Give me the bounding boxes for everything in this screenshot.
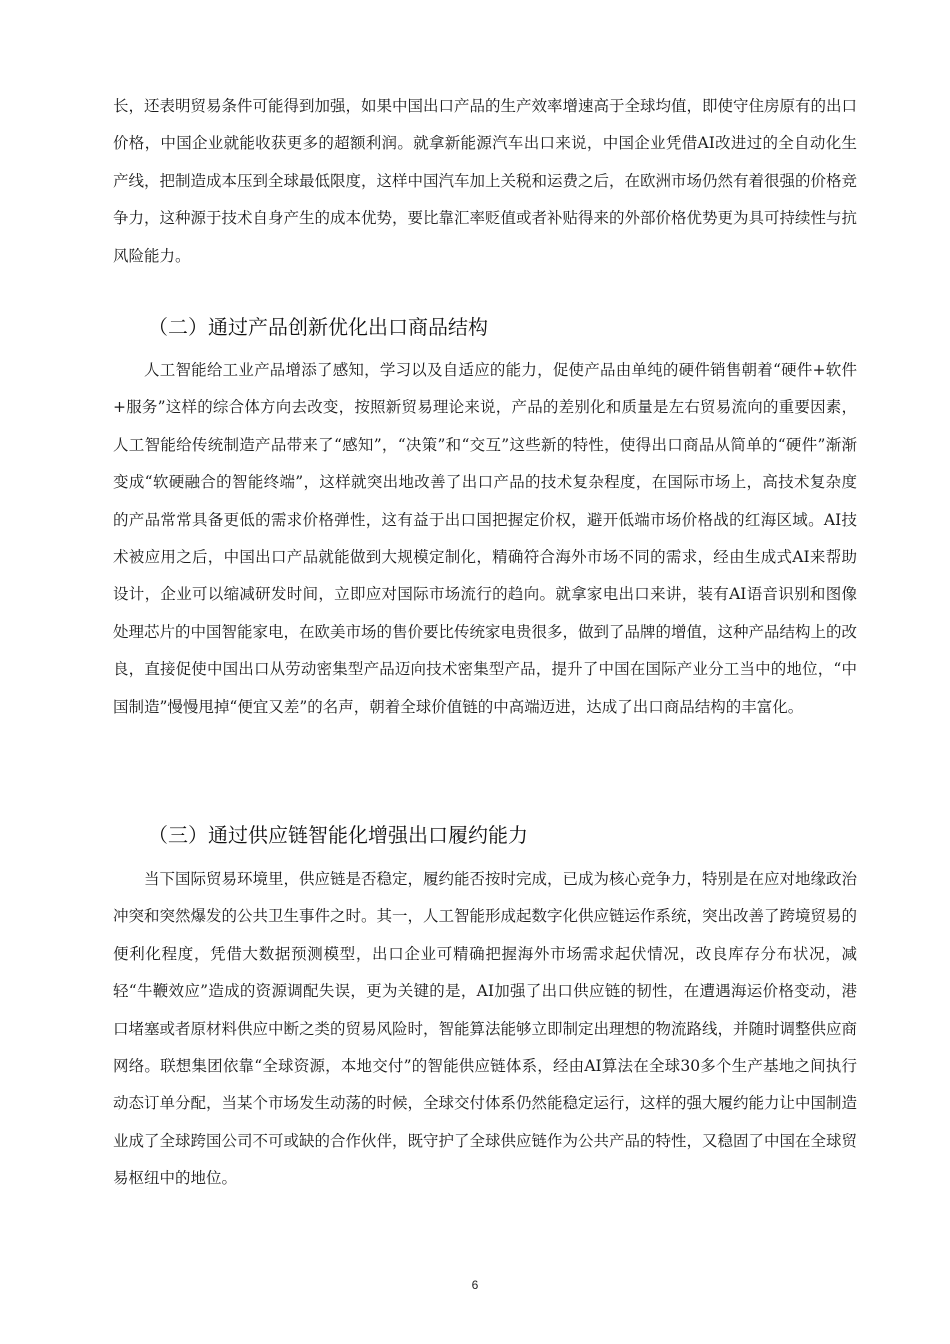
section-3-paragraph: 当下国际贸易环境里，供应链是否稳定，履约能否按时完成，已成为核心竞争力，特别是在应对地缘政治冲突和突然爆发的公共卫生事件之时。其一，人工智能形成起数字化供应链运作系统，突出改善了跨境贸易的便利化程度，凭借大数据预测模型，出口企业可精确把握海外市场需求起伏情况，改良库存分布状况，减轻“牛鞭效应”造成的资源调配失误，更为关键的是，AI加强了出口供应链的韧性，在遭遇海运价格变动，港口堵塞或者原材料供应中断之类的贸易风险时，智能算法能够立即制定出理想的物流路线，并随时调整供应商网络。联想集团依靠“全球资源，本地交付”的智能供应链体系，经由AI算法在全球30多个生产基地之间执行动态订单分配，当某个市场发生动荡的时候，全球交付体系仍然能稳定运行，这样的强大履约能力让中国制造业成了全球跨国公司不可或缺的合作伙伴，既守护了全球供应链作为公共产品的特性，又稳固了中国在全球贸易枢纽中的地位。 xyxy=(113,870,858,1188)
page-number: 6 xyxy=(471,1278,479,1292)
section-3-heading: （三）通过供应链智能化增强出口履约能力 xyxy=(148,823,528,847)
continued-paragraph: 长，还表明贸易条件可能得到加强，如果中国出口产品的生产效率增速高于全球均值，即使守住房原有的出口价格，中国企业就能收获更多的超额利润。就拿新能源汽车出口来说，中国企业凭借AI改进过的全自动化生产线，把制造成本压到全球最低限度，这样中国汽车加上关税和运费之后，在欧洲市场仍然有着很强的价格竞争力，这种源于技术自身产生的成本优势，要比靠汇率贬值或者补贴得来的外部价格优势更为具可持续性与抗风险能力。 xyxy=(113,97,858,265)
section-2-paragraph: 人工智能给工业产品增添了感知，学习以及自适应的能力，促使产品由单纯的硬件销售朝着“硬件+软件+服务”这样的综合体方向去改变，按照新贸易理论来说，产品的差别化和质量是左右贸易流向的重要因素，人工智能给传统制造产品带来了“感知”，“决策”和“交互”这些新的特性，使得出口商品从简单的“硬件”渐渐变成“软硬融合的智能终端”，这样就突出地改善了出口产品的技术复杂程度，在国际市场上，高技术复杂度的产品常常具备更低的需求价格弹性，这有益于出口国把握定价权，避开低端市场价格战的红海区域。AI技术被应用之后，中国出口产品就能做到大规模定制化，精确符合海外市场不同的需求，经由生成式AI来帮助设计，企业可以缩减研发时间，立即应对国际市场流行的趋向。就拿家电出口来讲，装有AI语音识别和图像处理芯片的中国智能家电，在欧美市场的售价要比传统家电贵很多，做到了品牌的增值，这种产品结构上的改良，直接促使中国出口从劳动密集型产品迈向技术密集型产品，提升了中国在国际产业分工当中的地位，“中国制造”慢慢甩掉“便宜又差”的名声，朝着全球价值链的中高端迈进，达成了出口商品结构的丰富化。 xyxy=(113,361,858,716)
section-2-heading: （二）通过产品创新优化出口商品结构 xyxy=(148,315,488,339)
